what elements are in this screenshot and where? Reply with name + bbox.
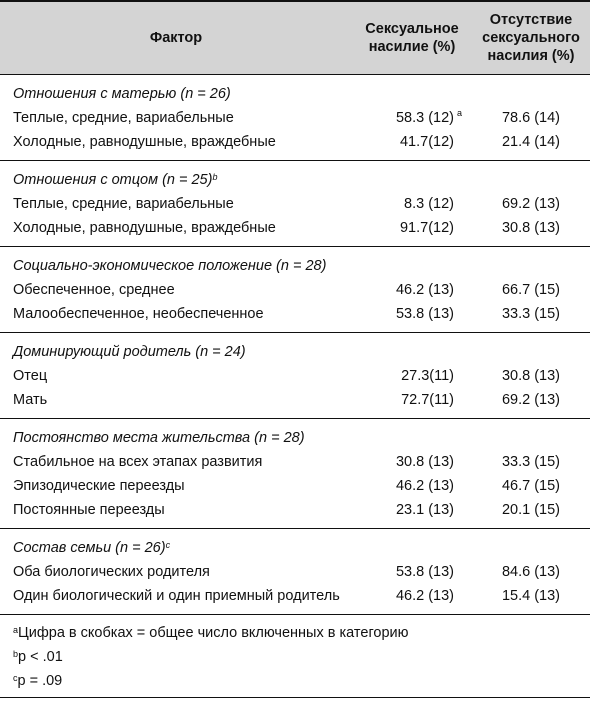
group-title-text: Доминирующий родитель (n = 24)	[13, 344, 246, 360]
cell-sexual-abuse	[352, 388, 472, 412]
cell-value: 53.8 (13)	[395, 564, 454, 580]
cell-sexual-abuse	[352, 302, 472, 326]
cell-value: 58.3 (12)	[395, 110, 454, 126]
table-group	[0, 247, 590, 333]
group-title-text: Социально-экономическое положение (n = 28)	[13, 258, 327, 274]
cell-no-sexual-abuse: 84.6 (13)	[501, 564, 560, 580]
cell-value: 8.3 (12)	[404, 196, 454, 212]
table-row	[0, 474, 590, 498]
table-row	[0, 560, 590, 584]
cell-value: 41.7(12)	[399, 134, 454, 150]
cell-sexual-abuse	[352, 584, 472, 608]
table-row	[0, 498, 590, 522]
cell-sexual-abuse	[352, 560, 472, 584]
cell-no-sexual-abuse: 20.1 (15)	[501, 502, 560, 518]
table-group	[0, 419, 590, 529]
group-title-text: Отношения с отцом (n = 25)	[13, 172, 213, 188]
footnote-text: p < .01	[18, 649, 63, 665]
cell-value: 27.3(11)	[401, 368, 454, 384]
cell-no-sexual-abuse: 33.3 (15)	[501, 454, 560, 470]
footnote	[0, 645, 590, 669]
cell-sexual-abuse	[352, 192, 472, 216]
table-row	[0, 216, 590, 240]
cell-no-sexual-abuse: 30.8 (13)	[501, 220, 560, 236]
table-row	[0, 278, 590, 302]
footnote-marker: c	[165, 540, 171, 550]
table-group	[0, 75, 590, 161]
table-row	[0, 450, 590, 474]
table-footnotes	[0, 615, 590, 698]
cell-no-sexual-abuse: 69.2 (13)	[501, 392, 560, 408]
cell-value: 30.8 (13)	[395, 454, 454, 470]
cell-sexual-abuse	[352, 130, 472, 154]
table-group	[0, 333, 590, 419]
cell-no-sexual-abuse: 78.6 (14)	[501, 110, 560, 126]
table-row	[0, 388, 590, 412]
row-label: Теплые, средние, вариабельные	[13, 110, 234, 126]
table-header	[0, 0, 590, 75]
cell-no-sexual-abuse: 46.7 (15)	[501, 478, 560, 494]
cell-value: 23.1 (13)	[395, 502, 454, 518]
footnote-marker: a	[13, 625, 19, 635]
table-row	[0, 364, 590, 388]
group-title-text: Постоянство места жительства (n = 28)	[13, 430, 305, 446]
group-title	[0, 82, 590, 106]
group-title	[0, 426, 590, 450]
table-row	[0, 130, 590, 154]
row-label: Холодные, равнодушные, враждебные	[13, 220, 276, 236]
row-label: Один биологический и один приемный родитель	[13, 588, 340, 604]
footnote-text: p = .09	[17, 673, 63, 689]
cell-sexual-abuse	[352, 278, 472, 302]
header-factor: Фактор	[149, 30, 203, 46]
cell-no-sexual-abuse: 69.2 (13)	[501, 196, 560, 212]
table-body	[0, 75, 590, 615]
group-title-text: Отношения с матерью (n = 26)	[13, 86, 231, 102]
row-label: Малообеспеченное, необеспеченное	[13, 306, 264, 322]
header-no-sexual-abuse: Отсутствие сексуального насилия (%)	[482, 12, 580, 64]
footnote-marker: a	[456, 108, 462, 118]
cell-sexual-abuse	[352, 498, 472, 522]
row-label: Теплые, средние, вариабельные	[13, 196, 234, 212]
cell-value: 46.2 (13)	[395, 282, 454, 298]
row-label: Отец	[13, 368, 48, 384]
cell-sexual-abuse	[352, 106, 472, 130]
row-label: Стабильное на всех этапах развития	[13, 454, 263, 470]
header-sexual-abuse: Сексуальное насилие (%)	[365, 21, 459, 55]
table-row	[0, 192, 590, 216]
row-label: Постоянные переезды	[13, 502, 165, 518]
cell-no-sexual-abuse: 15.4 (13)	[501, 588, 560, 604]
group-title-text: Состав семьи (n = 26)	[13, 540, 166, 556]
row-label: Мать	[13, 392, 48, 408]
footnote	[0, 621, 590, 645]
table-group	[0, 529, 590, 615]
cell-value: 53.8 (13)	[395, 306, 454, 322]
footnote-text: Цифра в скобках = общее число включенных в категорию	[18, 625, 409, 641]
footnote	[0, 669, 590, 693]
table-row	[0, 302, 590, 326]
cell-sexual-abuse	[352, 364, 472, 388]
table-row	[0, 584, 590, 608]
cell-value: 46.2 (13)	[395, 478, 454, 494]
cell-no-sexual-abuse: 21.4 (14)	[501, 134, 560, 150]
group-title	[0, 168, 590, 192]
row-label: Эпизодические переезды	[13, 478, 185, 494]
table-row	[0, 106, 590, 130]
group-title	[0, 340, 590, 364]
footnote-marker: b	[212, 172, 218, 182]
cell-no-sexual-abuse: 30.8 (13)	[501, 368, 560, 384]
table-group	[0, 161, 590, 247]
cell-no-sexual-abuse: 66.7 (15)	[501, 282, 560, 298]
cell-value: 91.7(12)	[399, 220, 454, 236]
cell-sexual-abuse	[352, 474, 472, 498]
cell-sexual-abuse	[352, 450, 472, 474]
footnote-marker: c	[13, 673, 18, 683]
cell-no-sexual-abuse: 33.3 (15)	[501, 306, 560, 322]
group-title	[0, 536, 590, 560]
cell-value: 72.7(11)	[401, 392, 454, 408]
row-label: Обеспеченное, среднее	[13, 282, 175, 298]
group-title	[0, 254, 590, 278]
row-label: Оба биологических родителя	[13, 564, 210, 580]
cell-sexual-abuse	[352, 216, 472, 240]
row-label: Холодные, равнодушные, враждебные	[13, 134, 276, 150]
footnote-marker: b	[13, 649, 19, 659]
cell-value: 46.2 (13)	[395, 588, 454, 604]
